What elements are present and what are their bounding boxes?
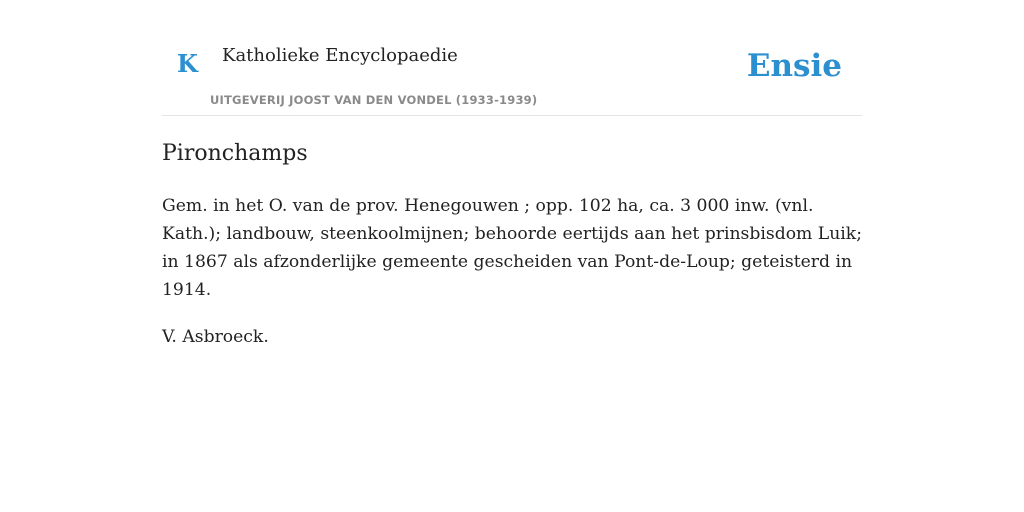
page: [162, 0, 862, 351]
entry-body: Gem. in het O. van de prov. Henegouwen ; opp. 102 ha, ca. 3 000 inw. (vnl. Kath.); landbouw, steenkoolmijnen; behoorde eertijds aan het prinsbisdom Luik; in 1867 als afzonderlijke gemeente gescheiden van Pont-de-Loup; geteisterd in 1914.: [162, 196, 862, 300]
publisher-label: UITGEVERIJ JOOST VAN DEN VONDEL (1933-1939): [210, 93, 538, 107]
ensie-logo-link[interactable]: Ensie: [746, 48, 842, 84]
entry-author: V. Asbroeck.: [162, 327, 269, 347]
encyclopedia-title-link[interactable]: Katholieke Encyclopaedie: [222, 45, 458, 66]
entry-title: Pironchamps: [162, 141, 308, 166]
header: [162, 0, 862, 116]
encyclopedia-logo[interactable]: K: [177, 49, 198, 78]
